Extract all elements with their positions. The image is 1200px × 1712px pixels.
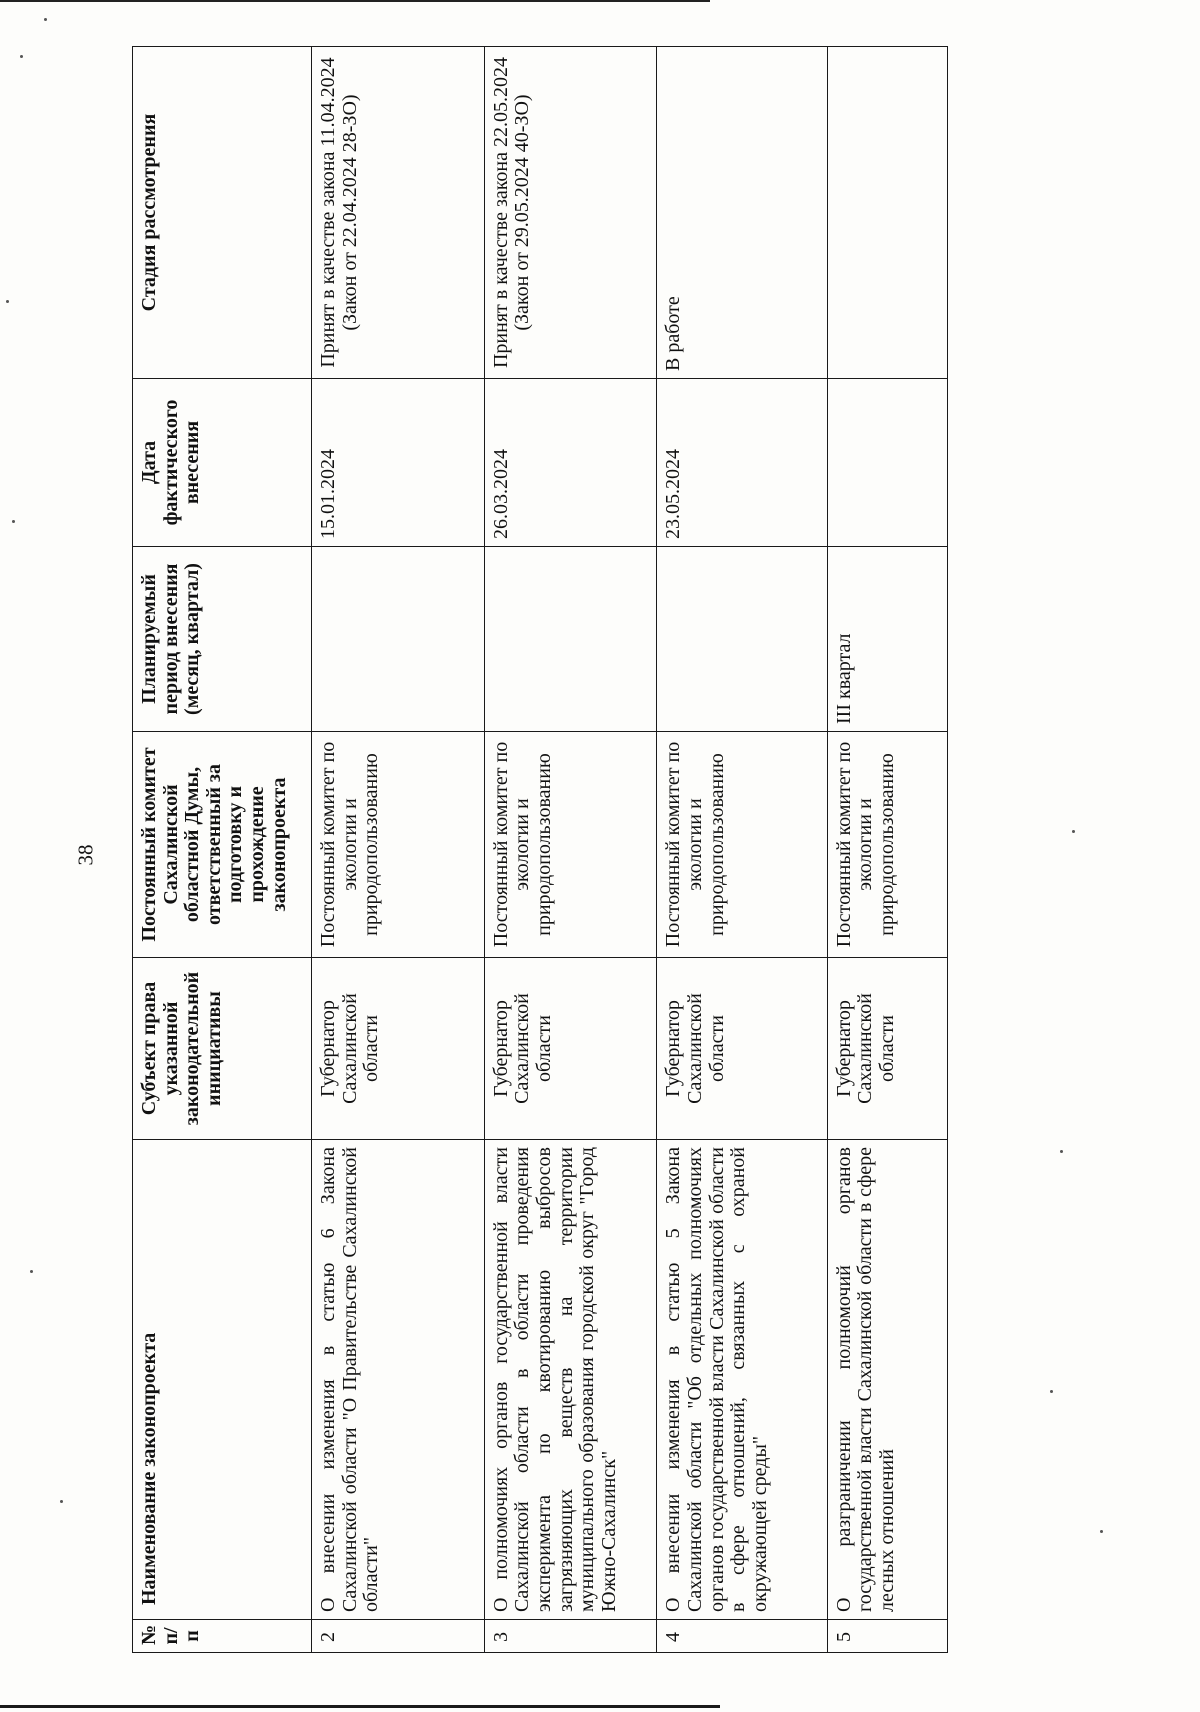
row-stage: Принят в качестве закона 11.04.2024 (Закон от 22.04.2024 28-ЗО): [312, 47, 485, 379]
table-row: [827, 47, 947, 1653]
scan-speckle: [44, 18, 47, 21]
row-number: 3: [484, 1620, 657, 1653]
row-actual: [827, 379, 947, 547]
scan-edge-bottom: [0, 1705, 720, 1708]
row-number: 4: [657, 1620, 827, 1653]
row-name: О полномочиях органов государственной власти Сахалинской области в области проведения эксперимента по квотированию выбросов загрязняющих веществ на территории муниципального образования городской округ "Город Южно-Сахалинск": [484, 1140, 657, 1620]
row-subject: Губернатор Сахалинской области: [312, 958, 485, 1140]
row-subject: Губернатор Сахалинской области: [827, 958, 947, 1140]
scan-speckle: [12, 520, 15, 523]
scan-speckle: [6, 300, 9, 303]
row-planned: [657, 547, 827, 732]
table-row: [484, 47, 657, 1653]
page-number: 38: [73, 844, 98, 866]
table-row: [312, 47, 485, 1653]
table-row: [657, 47, 827, 1653]
header-name: Наименование законопроекта: [133, 1140, 312, 1620]
row-actual: 26.03.2024: [484, 379, 657, 547]
row-stage: Принят в качестве закона 22.05.2024 (Закон от 29.05.2024 40-ЗО): [484, 47, 657, 379]
row-committee: Постоянный комитет по экологии и природопользованию: [827, 732, 947, 958]
scan-speckle: [1100, 1530, 1103, 1533]
row-committee: Постоянный комитет по экологии и природопользованию: [657, 732, 827, 958]
row-subject: Губернатор Сахалинской области: [657, 958, 827, 1140]
row-planned: [312, 547, 485, 732]
legislation-table: [132, 46, 948, 1653]
row-planned: [484, 547, 657, 732]
scan-speckle: [20, 55, 23, 58]
row-planned: III квартал: [827, 547, 947, 732]
scan-speckle: [1072, 830, 1075, 833]
header-stage: Стадия рассмотрения: [133, 47, 312, 379]
scan-edge-top: [0, 0, 710, 2]
row-number: 2: [312, 1620, 485, 1653]
header-number: № п/п: [133, 1620, 312, 1653]
row-name: О разграничении полномочий органов государственной власти Сахалинской области в сфере лесных отношений: [827, 1140, 947, 1620]
row-committee: Постоянный комитет по экологии и природопользованию: [484, 732, 657, 958]
row-subject: Губернатор Сахалинской области: [484, 958, 657, 1140]
row-number: 5: [827, 1620, 947, 1653]
rotated-table-container: [132, 47, 948, 1653]
header-planned: Планируемый период внесения (месяц, квартал): [133, 547, 312, 732]
row-stage: В работе: [657, 47, 827, 379]
row-stage: [827, 47, 947, 379]
scan-speckle: [1050, 1390, 1053, 1393]
header-subject: Субъект права указанной законодательной инициативы: [133, 958, 312, 1140]
row-committee: Постоянный комитет по экологии и природопользованию: [312, 732, 485, 958]
row-actual: 23.05.2024: [657, 379, 827, 547]
row-name: О внесении изменения в статью 5 Закона Сахалинской области "Об отдельных полномочиях органов государственной власти Сахалинской области в сфере отношений, связанных с охраной окружающей среды": [657, 1140, 827, 1620]
scan-speckle: [60, 1500, 63, 1503]
table-header-row: [133, 47, 312, 1653]
scan-speckle: [1060, 1150, 1063, 1153]
row-actual: 15.01.2024: [312, 379, 485, 547]
scan-speckle: [30, 1270, 33, 1273]
header-actual: Дата фактического внесения: [133, 379, 312, 547]
row-name: О внесении изменения в статью 6 Закона Сахалинской области "О Правительстве Сахалинской области": [312, 1140, 485, 1620]
header-committee: Постоянный комитет Сахалинской областной Думы, ответственный за подготовку и прохождение законопроекта: [133, 732, 312, 958]
